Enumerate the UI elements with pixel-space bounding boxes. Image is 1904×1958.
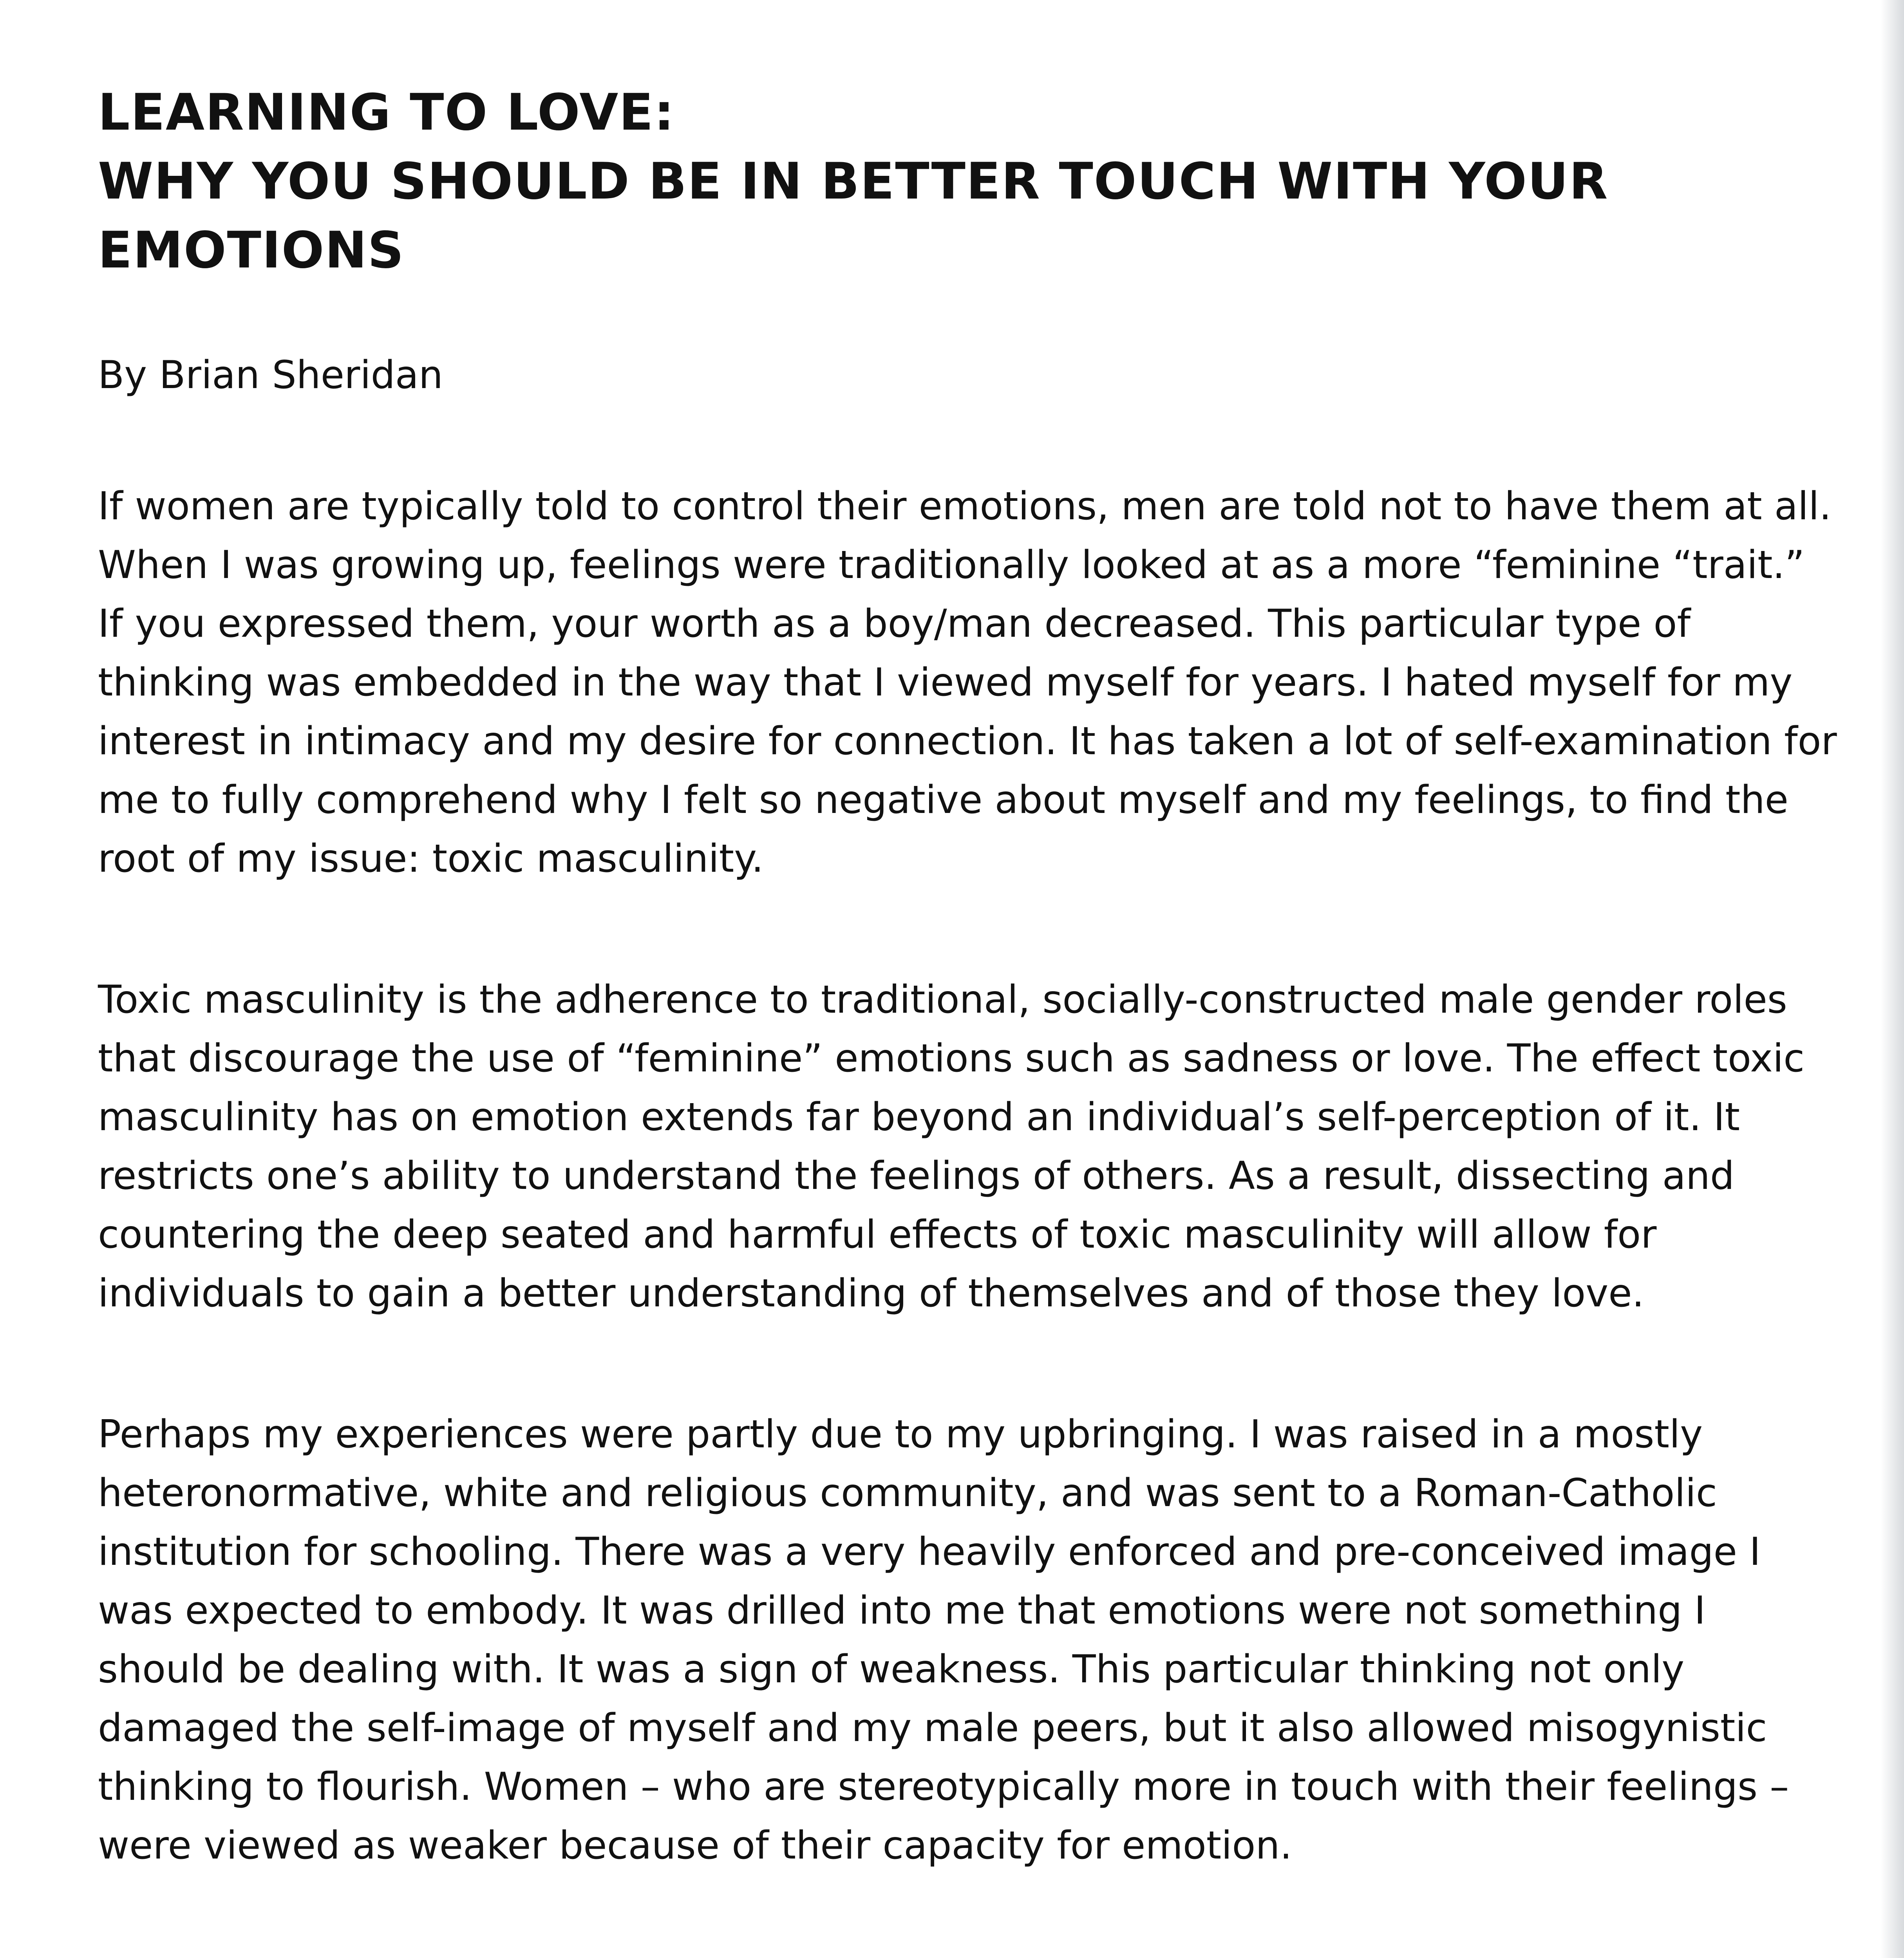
article-title <box>98 78 1837 285</box>
paragraph-2: Toxic masculinity is the adherence to traditional, socially-constructed male gender roles that discourage the use of “feminine” emotions such as sadness or love. The effect toxic masculinity has on emotion extends far beyond an individual’s self-perception of it. It restricts one’s ability to understand the feelings of others. As a result, dissecting and countering the deep seated and harmful effects of toxic masculinity will allow for individuals to gain a better understanding of themselves and of those they love. <box>98 977 1805 1316</box>
article-body <box>98 477 1837 1958</box>
title-line-3: EMOTIONS <box>98 221 405 280</box>
page-edge-shadow <box>1880 0 1904 1958</box>
title-line-1: LEARNING TO LOVE: <box>98 83 675 142</box>
article <box>98 78 1837 1958</box>
title-line-2: WHY YOU SHOULD BE IN BETTER TOUCH WITH YOUR <box>98 152 1609 211</box>
paragraph-3: Perhaps my experiences were partly due to my upbringing. I was raised in a mostly heteronormative, white and religious community, and was sent to a Roman-Catholic institution for schooling. There was a very heavily enforced and pre-conceived image I was expected to embody. It was drilled into me that emotions were not something I should be dealing with. It was a sign of weakness. This particular thinking not only damaged the self-image of myself and my male peers, but it also allowed misogynistic thinking to flourish. Women – who are stereotypically more in touch with their feelings – were viewed as weaker because of their capacity for emotion. <box>98 1412 1789 1868</box>
paragraph-1: If women are typically told to control their emotions, men are told not to have them at all. When I was growing up, feelings were traditionally looked at as a more “feminine “trait.” If you expressed them, your worth as a boy/man decreased. This particular type of thinking was embedded in the way that I viewed myself for years. I hated myself for my interest in intimacy and my desire for connection. It has taken a lot of self-examination for me to fully comprehend why I felt so negative about myself and my feelings, to find the root of my issue: toxic masculinity. <box>98 484 1837 881</box>
byline: By Brian Sheridan <box>98 353 443 397</box>
